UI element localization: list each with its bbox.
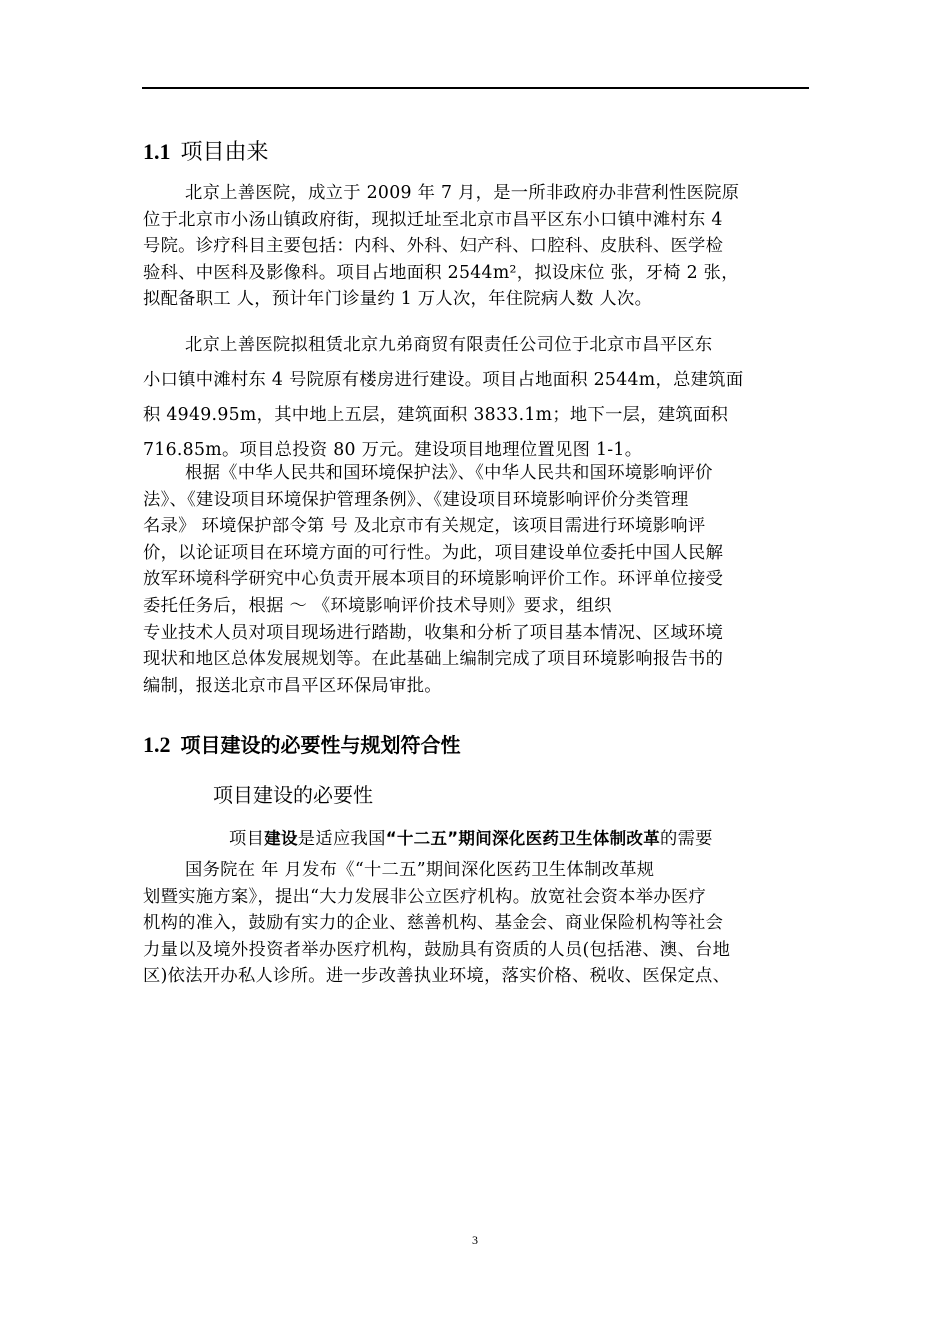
text-line: 根据《中华人民共和国环境保护法》、《中华人民共和国环境影响评价 xyxy=(185,463,713,483)
text-line: 小口镇中滩村东 4 号院原有楼房进行建设。项目占地面积 2544m，总建筑面 xyxy=(143,370,744,390)
section-number: 1.1 xyxy=(143,139,171,164)
text-line: 国务院在 年 月发布《“十二五”期间深化医药卫生体制改革规 xyxy=(185,860,655,880)
text-line: 专业技术人员对项目现场进行踏勘，收集和分析了项目基本情况、区域环境 xyxy=(143,622,724,643)
text-line: 北京上善医院拟租赁北京九弟商贸有限责任公司位于北京市昌平区东 xyxy=(185,335,713,355)
section-title: 项目建设的必要性与规划符合性 xyxy=(180,733,461,757)
section-heading-1-1 xyxy=(143,137,269,168)
subsection-heading: 项目建设的必要性 xyxy=(213,783,373,807)
text-line: 验科、中医科及影像科。项目占地面积 2544m²，拟设床位 张，牙椅 2 张， xyxy=(143,262,739,283)
text-line: 放军环境科学研究中心负责开展本项目的环境影响评价工作。环评单位接受 xyxy=(143,569,724,590)
section-title: 项目由来 xyxy=(180,140,269,165)
text-line: 名录》 环境保护部令第 号 及北京市有关规定，该项目需进行环境影响评 xyxy=(143,516,706,537)
text-line: 积 4949.95m，其中地上五层，建筑面积 3833.1m；地下一层，建筑面积 xyxy=(143,405,729,425)
text-line: 区)依法开办私人诊所。进一步改善执业环境，落实价格、税收、医保定点、 xyxy=(143,966,731,987)
header-rule xyxy=(142,87,809,89)
text-line: 力量以及境外投资者举办医疗机构，鼓励具有资质的人员(包括港、澳、台地 xyxy=(143,939,731,960)
page-number: 3 xyxy=(472,1233,478,1247)
text-line: 编制，报送北京市昌平区环保局审批。 xyxy=(143,675,442,696)
text-line: 号院。诊疗科目主要包括：内科、外科、妇产科、口腔科、皮肤科、医学检 xyxy=(143,236,724,257)
text-run: 项目 xyxy=(229,829,265,849)
text-run-bold: 建设 xyxy=(264,829,298,848)
text-line: 北京上善医院，成立于 2009 年 7 月，是一所非政府办非营利性医院原 xyxy=(185,183,740,203)
text-run: 的需要 xyxy=(660,829,713,849)
text-line xyxy=(229,826,713,853)
text-line: 现状和地区总体发展规划等。在此基础上编制完成了项目环境影响报告书的 xyxy=(143,649,724,670)
text-line: 位于北京市小汤山镇政府街，现拟迁址至北京市昌平区东小口镇中滩村东 4 xyxy=(143,209,723,230)
section-heading-1-2 xyxy=(143,730,461,761)
text-line: 划暨实施方案》，提出“大力发展非公立医疗机构。放宽社会资本举办医疗 xyxy=(143,886,707,907)
text-line: 716.85m。项目总投资 80 万元。建设项目地理位置见图 1-1。 xyxy=(143,440,643,460)
text-line: 委托任务后，根据 ～ 《环境影响评价技术导则》要求，组织 xyxy=(143,596,612,616)
text-run-bold: “十二五”期间深化医药卫生体制改革 xyxy=(385,829,660,848)
section-number: 1.2 xyxy=(143,732,171,757)
text-line: 法》、《建设项目环境保护管理条例》、《建设项目环境影响评价分类管理 xyxy=(143,489,689,510)
text-line: 拟配备职工 人，预计年门诊量约 1 万人次，年住院病人数 人次。 xyxy=(143,289,653,310)
text-run: 是适应我国 xyxy=(297,829,386,849)
text-line: 机构的准入，鼓励有实力的企业、慈善机构、基金会、商业保险机构等社会 xyxy=(143,913,724,934)
text-line: 价，以论证项目在环境方面的可行性。为此，项目建设单位委托中国人民解 xyxy=(143,542,724,563)
